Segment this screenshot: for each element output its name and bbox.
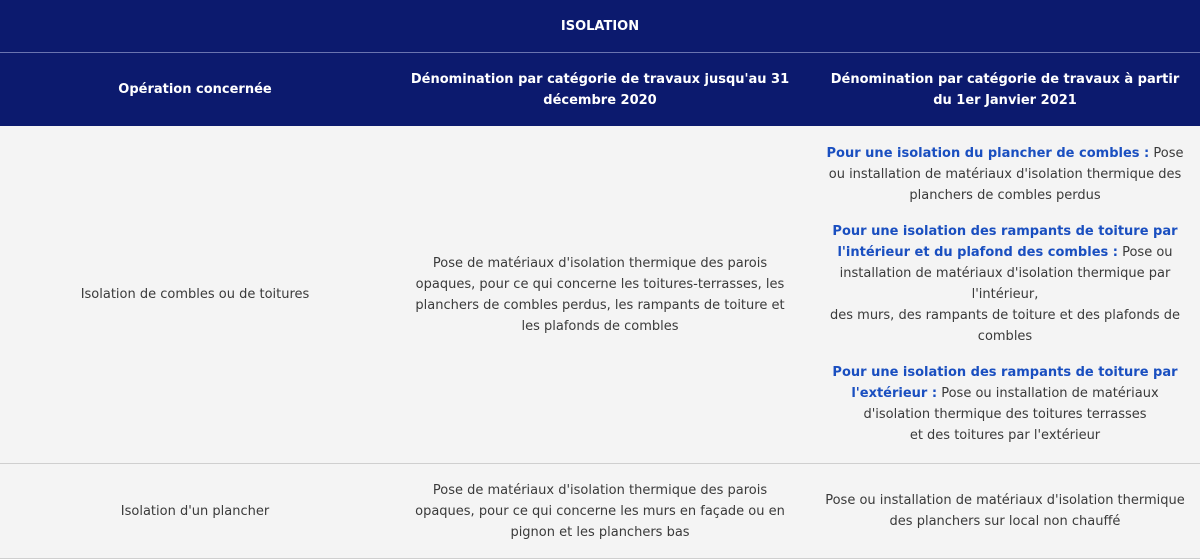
cell-before-2021: Pose de matériaux d'isolation thermique des parois opaques, pour ce qui concerne les murs en façade ou en pignon et les planchers bas: [390, 464, 810, 559]
paragraph-rampants-exterieur: [824, 362, 1186, 446]
cell-operation: Isolation de combles ou de toitures: [0, 126, 390, 464]
header-operation: Opération concernée: [0, 53, 390, 127]
table-header-row: [0, 53, 1200, 127]
highlight-label: Pour une isolation des rampants de toiture par l'intérieur et du plafond des combles :: [832, 224, 1178, 260]
cell-from-2021: Pose ou installation de matériaux d'isolation thermique des planchers sur local non chauffé: [810, 464, 1200, 559]
header-from-2021: Dénomination par catégorie de travaux à partir du 1er Janvier 2021: [810, 53, 1200, 127]
paragraph-text: Pose ou installation de matériaux d'isolation thermique des toitures terrasses: [863, 386, 1159, 422]
paragraph-text: Pose ou installation de matériaux d'isolation thermique par l'intérieur,: [839, 245, 1173, 302]
table-title-row: [0, 0, 1200, 53]
paragraph-text-continued: et des toitures par l'extérieur: [909, 428, 1101, 443]
cell-from-2021: [810, 126, 1200, 464]
paragraph-rampants-interieur: [824, 221, 1186, 347]
table-row: [0, 126, 1200, 464]
paragraph-text: Pose ou installation de matériaux d'isolation thermique des planchers de combles perdus: [828, 146, 1184, 203]
header-before-2021: Dénomination par catégorie de travaux jusqu'au 31 décembre 2020: [390, 53, 810, 127]
highlight-label: Pour une isolation des rampants de toiture par l'extérieur :: [832, 365, 1178, 401]
highlight-label: Pour une isolation du plancher de combles :: [826, 146, 1150, 161]
cell-operation: Isolation d'un plancher: [0, 464, 390, 559]
table-row: [0, 464, 1200, 559]
paragraph-plancher-combles: [824, 143, 1186, 206]
paragraph-text-continued: des murs, des rampants de toiture et des plafonds de combles: [830, 308, 1180, 344]
cell-before-2021: Pose de matériaux d'isolation thermique des parois opaques, pour ce qui concerne les toitures-terrasses, les planchers de combles perdus, les rampants de toiture et les plafonds de combles: [390, 126, 810, 464]
table-title: ISOLATION: [0, 0, 1200, 53]
